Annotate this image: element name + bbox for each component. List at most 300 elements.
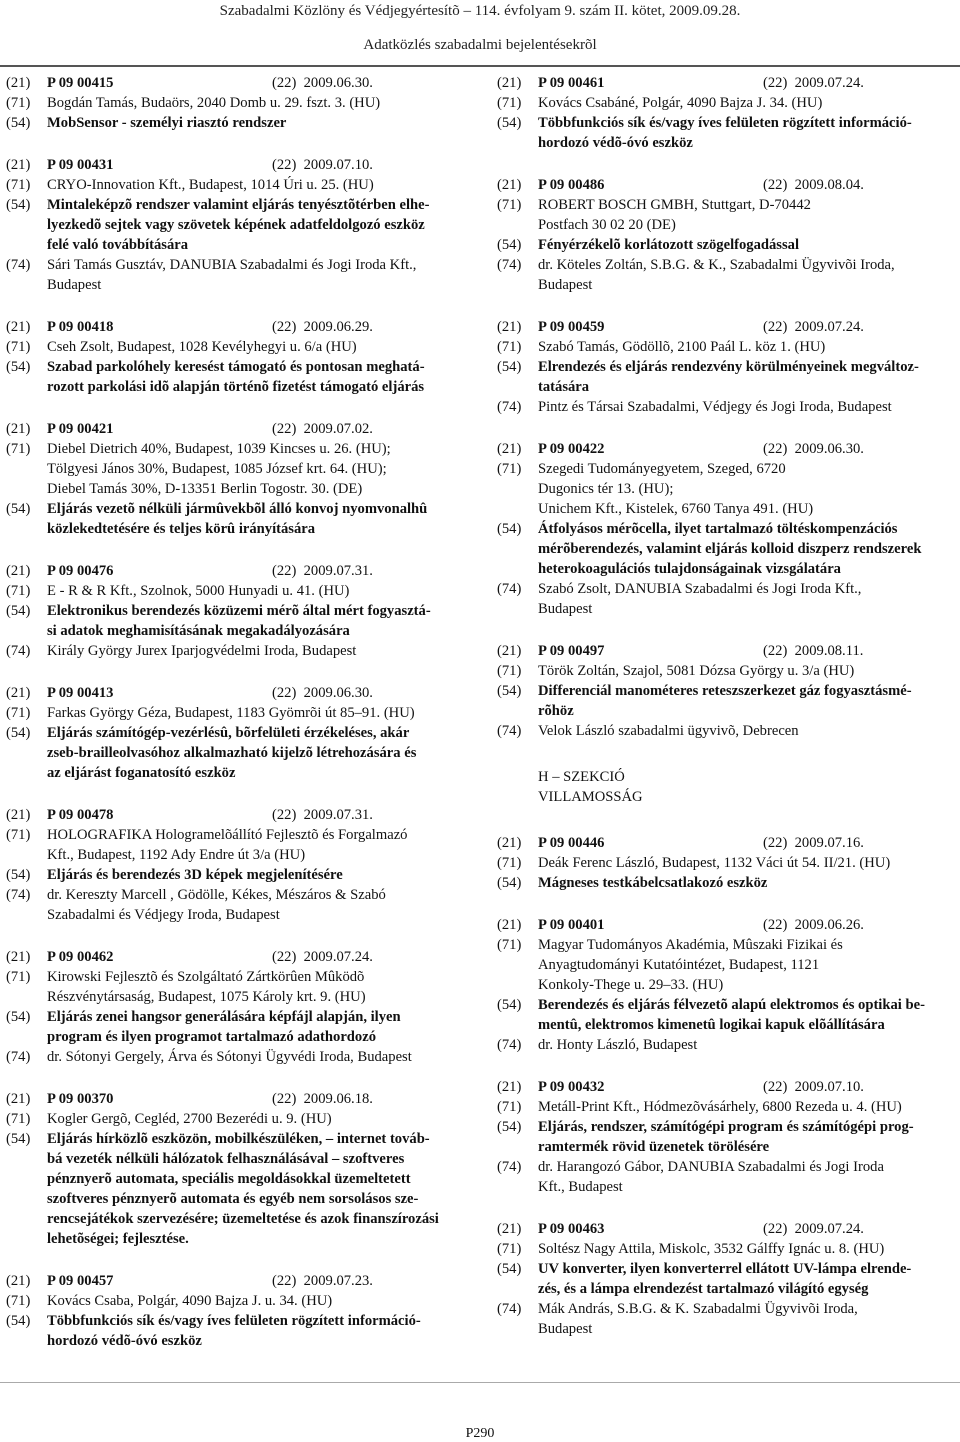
applicant [47, 337, 472, 357]
inid-code-71: (71) [497, 95, 522, 111]
application-number: P 09 00415 [47, 75, 114, 91]
application-number: P 09 00462 [47, 949, 114, 965]
invention-title-line: zseb-brailleolvasóhoz alkalmazható kijelzõ létrehozására és [47, 745, 417, 761]
invention-title-line: Többfunkciós sík és/vagy íves felületen rögzített információ- [47, 1313, 421, 1329]
inid-code-21: (21) [6, 75, 31, 91]
agent-line: Budapest [538, 1321, 593, 1337]
invention-title-line: Átfolyásos mérõcella, ilyet tartalmazó töltéskompenzációs [538, 521, 898, 537]
filing-date: 2009.07.24. [794, 1221, 864, 1237]
applicant-row [6, 967, 472, 1007]
invention-title-row [6, 113, 472, 133]
invention-title [538, 113, 957, 153]
applicant [47, 825, 472, 865]
applicant [538, 93, 957, 113]
inid-code-54: (54) [6, 1131, 31, 1147]
agent-row [497, 255, 957, 295]
footer-rule [0, 1382, 960, 1383]
agent-row [6, 885, 472, 925]
application-number: P 09 00463 [538, 1221, 605, 1237]
agent-line: dr. Köteles Zoltán, S.B.G. & K., Szabadalmi Ügyvivõi Iroda, [538, 257, 895, 273]
filing-date-group [763, 1077, 864, 1097]
invention-title-line: ramtermék rövid üzenetek törölésére [538, 1139, 770, 1155]
filing-date-group [272, 419, 373, 439]
filing-info [538, 1219, 957, 1239]
applicant-row [497, 93, 957, 113]
agent-line: Király György Jurex Iparjogvédelmi Iroda, Budapest [47, 643, 357, 659]
applicant-row [497, 337, 957, 357]
patent-entry [6, 805, 472, 925]
inid-code-21: (21) [6, 421, 31, 437]
applicant-line: Diebel Dietrich 40%, Budapest, 1039 Kincses u. 26. (HU); [47, 441, 391, 457]
filing-date-group [272, 1089, 373, 1109]
agent [538, 1035, 957, 1055]
application-number: P 09 00457 [47, 1273, 114, 1289]
inid-code-74: (74) [497, 1159, 522, 1175]
agent-row [497, 1157, 957, 1197]
inid-code-21: (21) [497, 835, 522, 851]
filing-row [6, 73, 472, 93]
inid-code-71: (71) [6, 1111, 31, 1127]
applicant [47, 703, 472, 723]
applicant-line: Cseh Zsolt, Budapest, 1028 Kevélyhegyi u. 6/a (HU) [47, 339, 357, 355]
invention-title-row [6, 357, 472, 397]
invention-title [47, 357, 472, 397]
filing-row [497, 1077, 957, 1097]
invention-title-line: Eljárás számítógép-vezérlésû, bõrfelületi érzékeléses, akár [47, 725, 410, 741]
filing-date: 2009.07.23. [303, 1273, 373, 1289]
agent [47, 1047, 472, 1067]
inid-code-74: (74) [6, 887, 31, 903]
invention-title-line: hordozó védõ-óvó eszköz [47, 1333, 202, 1349]
invention-title-row [497, 113, 957, 153]
agent-line: Budapest [538, 277, 593, 293]
agent-line: Sári Tamás Gusztáv, DANUBIA Szabadalmi és Jogi Iroda Kft., [47, 257, 417, 273]
filing-info [538, 1077, 957, 1097]
invention-title-row [497, 681, 957, 721]
section-heading [497, 767, 957, 807]
inid-code-71: (71) [6, 441, 31, 457]
invention-title [538, 873, 957, 893]
inid-code-74: (74) [6, 257, 31, 273]
inid-code-22: (22) [763, 917, 788, 933]
spacer [296, 1091, 303, 1107]
applicant [538, 1239, 957, 1259]
application-number: P 09 00478 [47, 807, 114, 823]
inid-code-22: (22) [272, 949, 297, 965]
invention-title [47, 1129, 472, 1249]
inid-code-54: (54) [6, 501, 31, 517]
invention-title-line: Differenciál manométeres reteszszerkezet gáz fogyasztásmé- [538, 683, 912, 699]
invention-title-line: hordozó védõ-óvó eszköz [538, 135, 693, 151]
patent-entry [497, 317, 957, 417]
inid-code-21: (21) [497, 319, 522, 335]
filing-info [47, 73, 472, 93]
filing-date-group [763, 833, 864, 853]
applicant [538, 459, 957, 519]
invention-title-line: Berendezés és eljárás félvezetõ alapú elektromos és optikai be- [538, 997, 925, 1013]
inid-code-74: (74) [497, 1037, 522, 1053]
spacer [787, 1079, 794, 1095]
invention-title-row [6, 601, 472, 641]
applicant-row [6, 825, 472, 865]
inid-code-21: (21) [497, 1221, 522, 1237]
patent-entry [497, 1077, 957, 1197]
applicant-line: Szabó Tamás, Gödöllõ, 2100 Paál L. köz 1. (HU) [538, 339, 826, 355]
inid-code-71: (71) [6, 339, 31, 355]
patent-entry [6, 317, 472, 397]
invention-title-line: mérõberendezés, valamint eljárás kolloid diszperz rendszerek [538, 541, 922, 557]
applicant-line: Tölgyesi János 30%, Budapest, 1085 József krt. 64. (HU); [47, 461, 387, 477]
invention-title [538, 995, 957, 1035]
invention-title-line: Elrendezés és eljárás rendezvény körülményeinek megváltoz- [538, 359, 919, 375]
invention-title-line: közlekedtetésére és teljes körû irányítására [47, 521, 316, 537]
filing-row [497, 833, 957, 853]
applicant-row [6, 93, 472, 113]
invention-title-line: lehetõségei; fejlesztése. [47, 1231, 189, 1247]
filing-date-group [272, 683, 373, 703]
filing-date-group [272, 561, 373, 581]
patent-entry [497, 641, 957, 741]
application-number: P 09 00421 [47, 421, 114, 437]
agent-line: dr. Kereszty Marcell , Gödölle, Kékes, Mészáros & Szabó [47, 887, 386, 903]
patent-entry [497, 833, 957, 893]
filing-info [538, 317, 957, 337]
applicant-line: Török Zoltán, Szajol, 5081 Dózsa György u. 3/a (HU) [538, 663, 855, 679]
invention-title [47, 195, 472, 255]
invention-title [47, 1311, 472, 1351]
invention-title-line: mentû, elektromos kimenetû logikai kapuk elõállítására [538, 1017, 885, 1033]
inid-code-74: (74) [497, 399, 522, 415]
inid-code-71: (71) [497, 937, 522, 953]
applicant-line: Bogdán Tamás, Budaörs, 2040 Domb u. 29. fszt. 3. (HU) [47, 95, 381, 111]
filing-date: 2009.07.31. [303, 563, 373, 579]
inid-code-22: (22) [272, 75, 297, 91]
patent-entry [497, 175, 957, 295]
inid-code-22: (22) [272, 421, 297, 437]
application-number: P 09 00486 [538, 177, 605, 193]
spacer [787, 75, 794, 91]
inid-code-21: (21) [497, 917, 522, 933]
applicant-row [497, 935, 957, 995]
inid-code-22: (22) [272, 1091, 297, 1107]
filing-row [6, 805, 472, 825]
applicant-line: Magyar Tudományos Akadémia, Mûszaki Fizikai és [538, 937, 843, 953]
filing-row [6, 561, 472, 581]
applicant [47, 581, 472, 601]
applicant-line: E - R & R Kft., Szolnok, 5000 Hunyadi u. 41. (HU) [47, 583, 350, 599]
agent [538, 1299, 957, 1339]
agent-row [6, 1047, 472, 1067]
filing-date: 2009.07.16. [794, 835, 864, 851]
invention-title-line: program és ilyen programot tartalmazó adathordozó [47, 1029, 376, 1045]
filing-info [538, 915, 957, 935]
invention-title-line: Eljárás hírközlõ eszközön, mobilkészüléken, – internet továb- [47, 1131, 430, 1147]
filing-date: 2009.07.24. [794, 319, 864, 335]
inid-code-71: (71) [6, 827, 31, 843]
filing-date-group [763, 175, 864, 195]
inid-code-54: (54) [497, 875, 522, 891]
spacer [296, 421, 303, 437]
invention-title [538, 1117, 957, 1157]
invention-title-row [497, 1259, 957, 1299]
filing-date: 2009.06.26. [794, 917, 864, 933]
filing-row [6, 947, 472, 967]
inid-code-54: (54) [497, 237, 522, 253]
invention-title-line: Eljárás és berendezés 3D képek megjelenítésére [47, 867, 343, 883]
filing-date: 2009.07.10. [794, 1079, 864, 1095]
applicant-line: Konkoly-Thege u. 29–33. (HU) [538, 977, 724, 993]
invention-title-row [497, 357, 957, 397]
agent-line: Szabadalmi és Védjegy Iroda, Budapest [47, 907, 280, 923]
application-number: P 09 00431 [47, 157, 114, 173]
filing-date: 2009.06.18. [303, 1091, 373, 1107]
inid-code-22: (22) [272, 685, 297, 701]
filing-date-group [272, 73, 373, 93]
applicant-line: Unichem Kft., Kistelek, 6760 Tanya 491. (HU) [538, 501, 814, 517]
applicant-line: Kovács Csaba, Polgár, 4090 Bajza J. u. 34. (HU) [47, 1293, 333, 1309]
inid-code-54: (54) [6, 867, 31, 883]
invention-title-line: pénznyerõ automata, speciális megoldásokkal üzemeltetett [47, 1171, 411, 1187]
filing-date-group [272, 155, 373, 175]
filing-info [47, 155, 472, 175]
inid-code-21: (21) [497, 1079, 522, 1095]
filing-date-group [272, 317, 373, 337]
inid-code-54: (54) [6, 603, 31, 619]
filing-date-group [763, 641, 863, 661]
agent [47, 885, 472, 925]
agent-line: Szabó Zsolt, DANUBIA Szabadalmi és Jogi Iroda Kft., [538, 581, 862, 597]
filing-row [6, 419, 472, 439]
invention-title [47, 113, 472, 133]
inid-code-21: (21) [497, 75, 522, 91]
applicant-row [6, 581, 472, 601]
applicant-line: Diebel Tamás 30%, D-13351 Berlin Togostr. 30. (DE) [47, 481, 363, 497]
invention-title-line: Mágneses testkábelcsatlakozó eszköz [538, 875, 768, 891]
applicant-line: HOLOGRAFIKA Hologramelõállító Fejlesztõ és Forgalmazó [47, 827, 408, 843]
filing-info [538, 73, 957, 93]
agent [538, 255, 957, 295]
invention-title-line: Eljárás, rendszer, számítógépi program és számítógépi prog- [538, 1119, 914, 1135]
invention-title-line: szoftveres pénznyerõ automata és egyéb nem sorsolásos sze- [47, 1191, 419, 1207]
spacer [296, 1273, 303, 1289]
application-number: P 09 00446 [538, 835, 605, 851]
section-subheader: Adatközlés szabadalmi bejelentésekrõl [363, 37, 597, 53]
inid-code-71: (71) [497, 855, 522, 871]
applicant [47, 1109, 472, 1129]
spacer [787, 917, 794, 933]
inid-code-54: (54) [6, 115, 31, 131]
inid-code-54: (54) [497, 1119, 522, 1135]
applicant [538, 661, 957, 681]
applicant [47, 1291, 472, 1311]
invention-title-line: UV konverter, ilyen konverterrel ellátott UV-lámpa elrende- [538, 1261, 912, 1277]
filing-date-group [763, 1219, 864, 1239]
inid-code-71: (71) [6, 177, 31, 193]
filing-date: 2009.06.29. [303, 319, 373, 335]
invention-title-line: tatására [538, 379, 590, 395]
spacer [296, 563, 303, 579]
filing-row [6, 1089, 472, 1109]
spacer [296, 319, 303, 335]
filing-row [6, 155, 472, 175]
filing-date: 2009.06.30. [794, 441, 864, 457]
section-heading-line1: H – SZEKCIÓ [538, 769, 625, 785]
invention-title-line: Eljárás vezetõ nélküli jármûvekbõl álló konvoj nyomvonalhû [47, 501, 428, 517]
applicant-row [497, 195, 957, 235]
filing-info [538, 641, 957, 661]
invention-title [538, 519, 957, 579]
patent-entry [6, 561, 472, 661]
invention-title-row [497, 995, 957, 1035]
filing-info [47, 317, 472, 337]
filing-info [47, 1089, 472, 1109]
applicant-line: Kovács Csabáné, Polgár, 4090 Bajza J. 34. (HU) [538, 95, 823, 111]
applicant-line: Kirowski Fejlesztõ és Szolgáltató Zártkörûen Mûködõ [47, 969, 365, 985]
inid-code-71: (71) [497, 461, 522, 477]
inid-code-21: (21) [6, 1091, 31, 1107]
inid-code-71: (71) [497, 663, 522, 679]
inid-code-54: (54) [497, 521, 522, 537]
invention-title [538, 357, 957, 397]
invention-title-line: Elektronikus berendezés közüzemi mérõ által mért fogyasztá- [47, 603, 431, 619]
inid-code-22: (22) [272, 157, 297, 173]
agent-line: Velok László szabadalmi ügyvivõ, Debrecen [538, 723, 799, 739]
agent-row [6, 641, 472, 661]
filing-row [497, 641, 957, 661]
patent-entry [6, 947, 472, 1067]
filing-date: 2009.07.31. [303, 807, 373, 823]
applicant-row [6, 175, 472, 195]
filing-info [47, 805, 472, 825]
spacer [787, 319, 794, 335]
inid-code-22: (22) [272, 1273, 297, 1289]
applicant [47, 93, 472, 113]
applicant-row [6, 1291, 472, 1311]
application-number: P 09 00422 [538, 441, 605, 457]
spacer [296, 949, 303, 965]
filing-row [497, 73, 957, 93]
inid-code-54: (54) [6, 1009, 31, 1025]
invention-title-line: rencsejátékok szervezésére; üzemeltetése és azok finanszírozási [47, 1211, 439, 1227]
application-number: P 09 00461 [538, 75, 605, 91]
inid-code-71: (71) [497, 197, 522, 213]
inid-code-21: (21) [497, 643, 522, 659]
inid-code-71: (71) [6, 95, 31, 111]
filing-date: 2009.08.11. [794, 643, 864, 659]
applicant-row [6, 439, 472, 499]
spacer [296, 685, 303, 701]
filing-date-group [763, 439, 864, 459]
inid-code-22: (22) [763, 177, 788, 193]
invention-title-line: si adatok meghamisításának megakadályozására [47, 623, 350, 639]
patent-entry [6, 1089, 472, 1249]
inid-code-54: (54) [6, 725, 31, 741]
applicant-row [497, 459, 957, 519]
spacer [296, 807, 303, 823]
application-number: P 09 00418 [47, 319, 114, 335]
application-number: P 09 00432 [538, 1079, 605, 1095]
invention-title [47, 865, 472, 885]
applicant [538, 853, 957, 873]
inid-code-22: (22) [272, 807, 297, 823]
inid-code-21: (21) [497, 441, 522, 457]
inid-code-71: (71) [497, 1241, 522, 1257]
agent-row [497, 579, 957, 619]
application-number: P 09 00459 [538, 319, 605, 335]
filing-date: 2009.08.04. [794, 177, 864, 193]
inid-code-71: (71) [6, 969, 31, 985]
filing-date-group [272, 1271, 373, 1291]
inid-code-74: (74) [497, 581, 522, 597]
patent-entry [6, 419, 472, 539]
filing-row [497, 317, 957, 337]
filing-row [497, 175, 957, 195]
invention-title [47, 1007, 472, 1047]
inid-code-22: (22) [763, 319, 788, 335]
filing-info [538, 439, 957, 459]
patent-entry [6, 683, 472, 783]
inid-code-21: (21) [6, 563, 31, 579]
applicant-line: Részvénytársaság, Budapest, 1075 Károly krt. 9. (HU) [47, 989, 366, 1005]
agent-line: dr. Sótonyi Gergely, Árva és Sótonyi Ügyvédi Iroda, Budapest [47, 1049, 412, 1065]
invention-title [47, 723, 472, 783]
invention-title-line: Szabad parkolóhely keresést támogató és pontosan meghatá- [47, 359, 425, 375]
filing-date: 2009.07.02. [303, 421, 373, 437]
invention-title [538, 235, 957, 255]
invention-title-row [6, 195, 472, 255]
applicant [538, 935, 957, 995]
applicant [47, 175, 472, 195]
filing-row [497, 1219, 957, 1239]
agent-line: dr. Harangozó Gábor, DANUBIA Szabadalmi és Jogi Iroda [538, 1159, 884, 1175]
application-number: P 09 00497 [538, 643, 605, 659]
invention-title [538, 1259, 957, 1299]
inid-code-54: (54) [497, 997, 522, 1013]
invention-title-line: Többfunkciós sík és/vagy íves felületen rögzített információ- [538, 115, 912, 131]
filing-date: 2009.06.30. [303, 685, 373, 701]
applicant-line: Farkas György Géza, Budapest, 1183 Gyömrõi út 85–91. (HU) [47, 705, 415, 721]
spacer [787, 643, 794, 659]
inid-code-21: (21) [6, 685, 31, 701]
applicant-line: ROBERT BOSCH GMBH, Stuttgart, D-70442 [538, 197, 811, 213]
agent-row [497, 397, 957, 417]
agent-row [497, 1035, 957, 1055]
inid-code-22: (22) [763, 835, 788, 851]
right-bottom-entries [497, 833, 957, 1339]
filing-date-group [763, 915, 864, 935]
invention-title-line: bá vezeték nélküli hálózatok felhasználásával – szoftveres [47, 1151, 405, 1167]
agent-line: Kft., Budapest [538, 1179, 623, 1195]
filing-date-group [272, 805, 373, 825]
agent-line: Pintz és Társai Szabadalmi, Védjegy és Jogi Iroda, Budapest [538, 399, 892, 415]
spacer [787, 177, 794, 193]
filing-info [47, 419, 472, 439]
invention-title-line: zés, és a lámpa elrendezést tartalmazó világító egység [538, 1281, 869, 1297]
inid-code-74: (74) [6, 1049, 31, 1065]
spacer [787, 835, 794, 851]
inid-code-71: (71) [497, 339, 522, 355]
agent [538, 1157, 957, 1197]
invention-title-row [497, 519, 957, 579]
applicant-line: Kft., Budapest, 1192 Ady Endre út 3/a (HU) [47, 847, 306, 863]
inid-code-71: (71) [6, 705, 31, 721]
invention-title-row [6, 723, 472, 783]
applicant [538, 1097, 957, 1117]
right-top-entries [497, 73, 957, 741]
agent [538, 397, 957, 417]
filing-row [6, 1271, 472, 1291]
patent-entry [497, 439, 957, 619]
